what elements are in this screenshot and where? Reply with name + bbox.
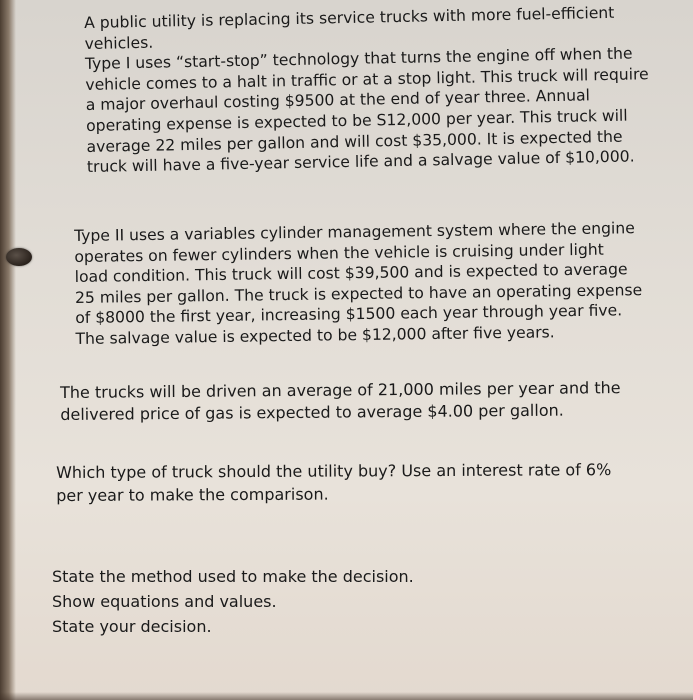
problem-driving-assumptions: The trucks will be driven an average of 21,000 miles per year and the delivered price of gas is expected to average $4.00 per gallon. — [60, 378, 621, 424]
paper-bottom-edge-shadow — [0, 692, 693, 700]
problem-intro-type-one: A public utility is replacing its service trucks with more fuel-efficient vehicles. Type I uses “start-stop” technology that turns the engine off when the vehicle comes to a halt in traffic or at a stop light. This truck will require a major overhaul costing $9500 at the end of year three. Annual operating expense is expected to be S12,000 per year. This truck will average 22 miles per gallon and will cost $35,000. It is expected the truck will have a five-year service life and a salvage value of $10,000. — [84, 3, 649, 177]
binder-hole — [6, 248, 32, 266]
paper-left-edge-shadow — [0, 0, 16, 700]
problem-instructions: State the method used to make the decision. Show equations and values. State your decision. — [52, 567, 414, 636]
problem-question: Which type of truck should the utility buy? Use an interest rate of 6% per year to make the comparison. — [56, 460, 612, 505]
problem-type-two: Type II uses a variables cylinder management system where the engine operates on fewer cylinders when the vehicle is cruising under light load condition. This truck will cost $39,500 and is expected to average 25 miles per gallon. The truck is expected to have an operating expense of $8000 the first year, increasing $1500 each year through year five. The salvage value is expected to be $12,000 after five years. — [74, 219, 643, 348]
